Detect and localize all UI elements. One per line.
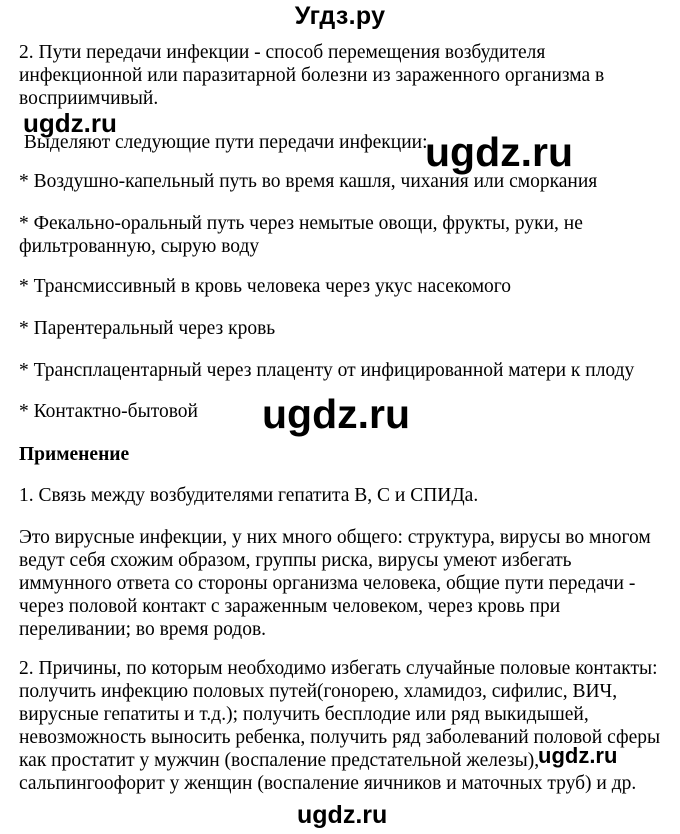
text-line: как простатит у мужчин (воспаление предстательной железы),	[19, 750, 540, 771]
watermark: ugdz.ru	[538, 743, 618, 768]
question-1: 1. Связь между возбудителями гепатита В, С и СПИДа.	[19, 485, 479, 506]
watermark: ugdz.ru	[23, 108, 117, 138]
text-line: иммунного ответа со стороны организма человека, общие пути передачи -	[19, 573, 636, 594]
text-line: невозможность выносить ребенка, получить ряд заболеваний половой сферы	[19, 727, 661, 748]
text-line: * Трансплацентарный через плаценту от инфицированной матери к плоду	[19, 360, 635, 381]
site-header: Угдз.ру	[294, 2, 386, 30]
text-line: ведут себя схожим образом, группы риска, вирусы умеют избегать	[19, 550, 572, 571]
text-line: 2. Причины, по которым необходимо избегать случайные половые контакты:	[19, 658, 658, 679]
text-line: вирусные гепатиты и т.д.); получить бесплодие или ряд выкидышей,	[19, 704, 589, 725]
question-2-paragraph	[19, 657, 669, 795]
route-item-fecal-oral	[19, 212, 669, 258]
text-line: сальпингоофорит у женщин (воспаление яичников и маточных труб) и др.	[19, 773, 637, 794]
text-line: фильтрованную, сырую воду	[19, 236, 260, 257]
route-item-parenteral	[19, 317, 669, 340]
answer-1-paragraph	[19, 526, 669, 641]
text-line: Это вирусные инфекции, у них много общего: структура, вирусы во многом	[19, 527, 651, 548]
text-line: восприимчивый.	[19, 88, 159, 109]
routes-intro: Выделяют следующие пути передачи инфекции:	[19, 132, 428, 153]
route-item-transmissive	[19, 275, 669, 298]
watermark: ugdz.ru	[262, 391, 411, 437]
text-line: * Трансмиссивный в кровь человека через укус насекомого	[19, 276, 512, 297]
text-line: инфекционной или паразитарной болезни из зараженного организма в	[19, 65, 605, 86]
text-line: через половой контакт с зараженным человеком, через кровь при	[19, 596, 561, 617]
text-line: 2. Пути передачи инфекции - способ перемещения возбудителя	[19, 42, 546, 63]
text-line: переливании; во время родов.	[19, 619, 267, 640]
text-line: * Контактно-бытовой	[19, 401, 198, 422]
watermark: ugdz.ru	[425, 129, 574, 175]
definition-paragraph	[19, 41, 669, 110]
text-line: получить инфекцию половых путей(гонорею, хламидоз, сифилис, ВИЧ,	[19, 681, 618, 702]
watermark: ugdz.ru	[297, 801, 388, 829]
section-heading-application: Применение	[19, 444, 130, 465]
text-line: * Воздушно-капельный путь во время кашля, чихания или сморкания	[19, 171, 598, 192]
text-line: * Парентеральный через кровь	[19, 318, 276, 339]
text-line: * Фекально-оральный путь через немытые овощи, фрукты, руки, не	[19, 213, 583, 234]
route-item-transplacental	[19, 359, 669, 382]
